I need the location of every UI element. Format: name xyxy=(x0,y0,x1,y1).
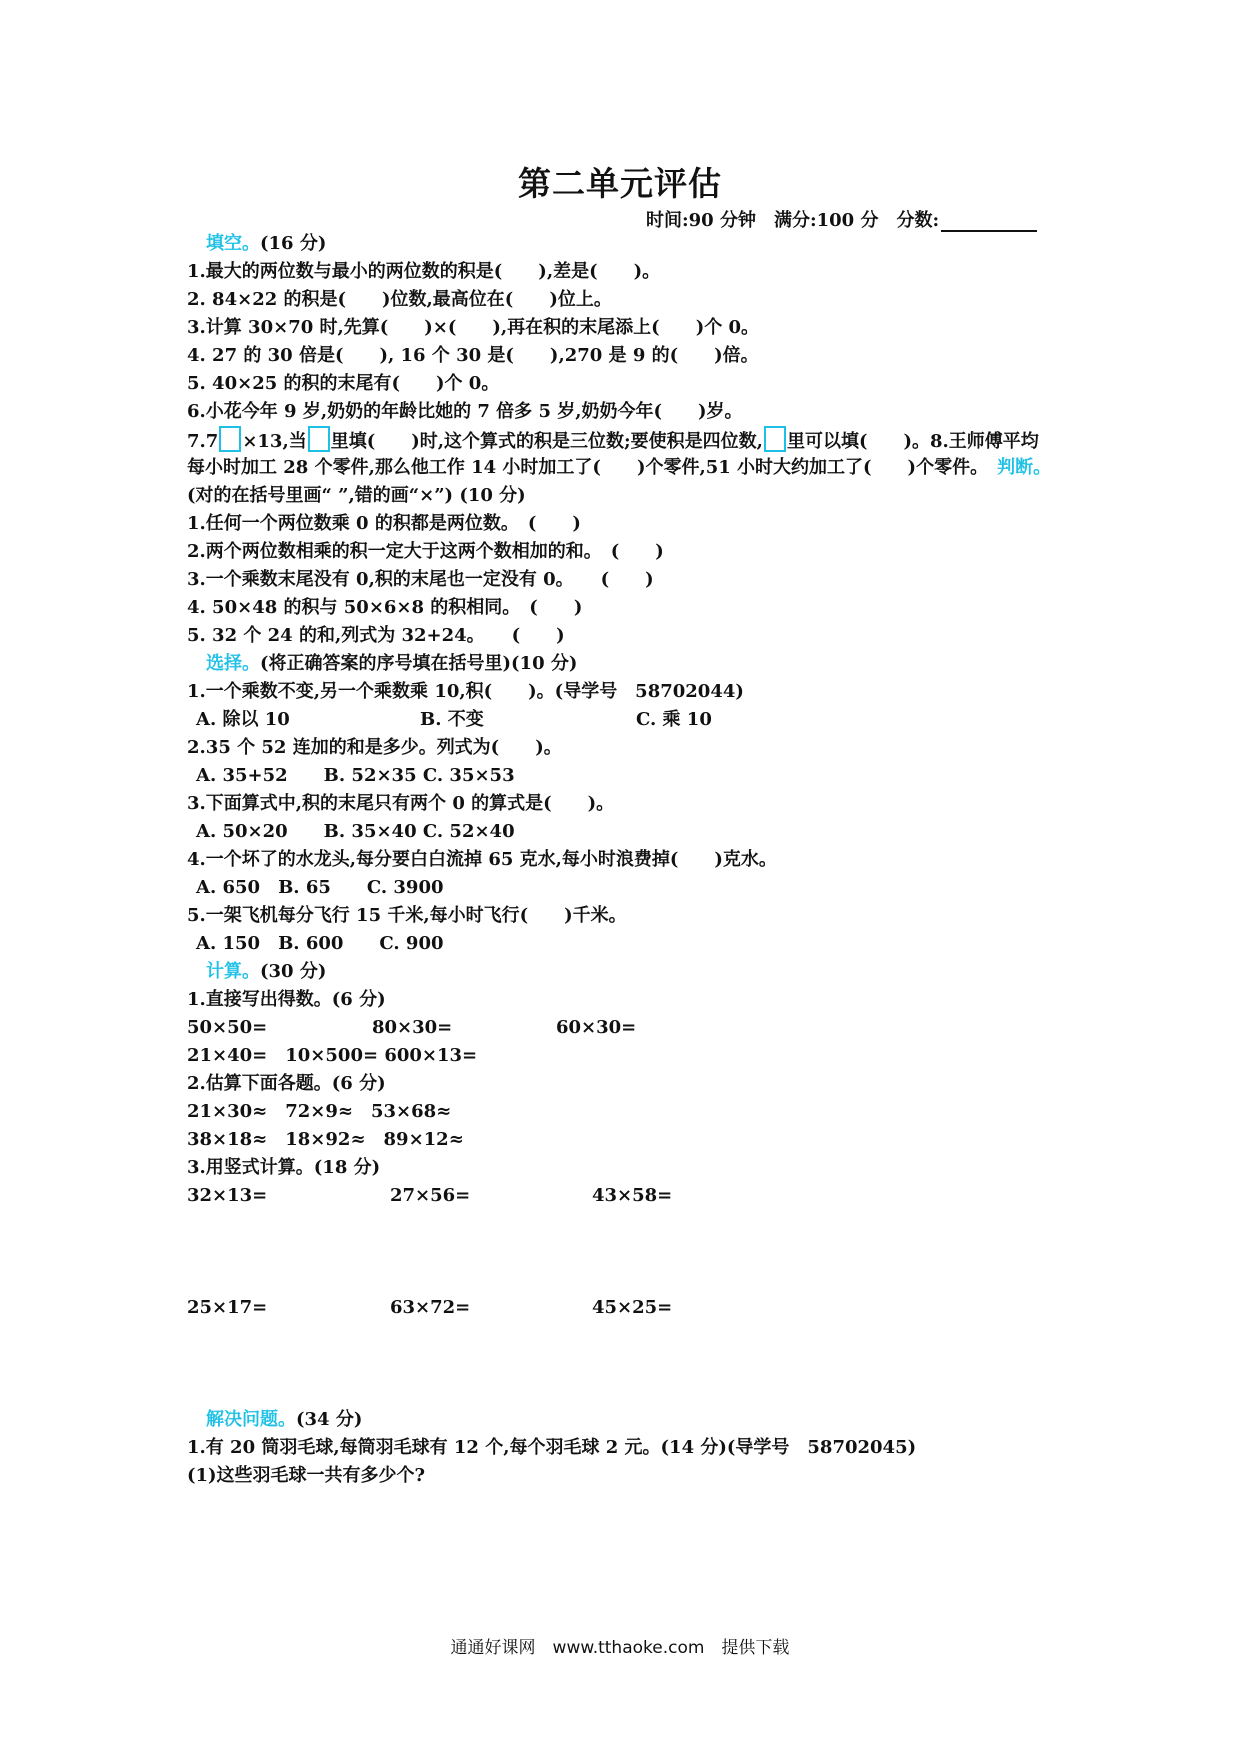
solve-q1-sub1: (1)这些羽毛球一共有多少个? xyxy=(187,1465,426,1486)
fill-q2: 2. 84×22 的积是( )位数,最高位在( )位上。 xyxy=(187,289,612,310)
calc-p1-r1-item: 80×30= xyxy=(372,1017,453,1038)
section-choice-rest: (将正确答案的序号填在括号里)(10 分) xyxy=(260,653,578,674)
section-fill-header xyxy=(206,230,326,258)
calc-p2-r2: 38×18≈ 18×92≈ 89×12≈ xyxy=(187,1129,464,1150)
section-fill-rest: (16 分) xyxy=(260,233,327,254)
fill-q4: 4. 27 的 30 倍是( ), 16 个 30 是( ),270 是 9 的( )倍。 xyxy=(187,345,759,366)
judge-q5: 5. 32 个 24 的和,列式为 32+24。 ( ) xyxy=(187,625,565,646)
section-judge-key: 判断。 xyxy=(997,457,1052,478)
section-choice-key: 选择。 xyxy=(206,653,260,674)
fill-q7 xyxy=(187,426,1039,456)
choice-q4: 4.一个坏了的水龙头,每分要白白流掉 65 克水,每小时浪费掉( )克水。 xyxy=(187,849,777,870)
fill-q7-part-b: ×13,当 xyxy=(242,431,307,452)
section-fill-key: 填空。 xyxy=(206,233,260,254)
fill-q6: 6.小花今年 9 岁,奶奶的年龄比她的 7 倍多 5 岁,奶奶今年( )岁。 xyxy=(187,401,743,422)
judge-q2: 2.两个两位数相乘的积一定大于这两个数相加的和。 ( ) xyxy=(187,541,664,562)
calc-p1-r2: 21×40= 10×500= 600×13= xyxy=(187,1045,478,1066)
section-solve-rest: (34 分) xyxy=(296,1409,363,1430)
fill-q5: 5. 40×25 的积的末尾有( )个 0。 xyxy=(187,373,500,394)
calc-p1-r1-item: 60×30= xyxy=(556,1017,637,1038)
section-calc-rest: (30 分) xyxy=(260,961,327,982)
choice-q5-options: A. 150 B. 600 C. 900 xyxy=(196,933,444,954)
choice-q1-option-c: C. 乘 10 xyxy=(636,709,712,730)
fill-q3: 3.计算 30×70 时,先算( )×( ),再在积的末尾添上( )个 0。 xyxy=(187,317,760,338)
blank-box xyxy=(219,426,241,452)
page-footer: 通通好课网 www.tthaoke.com 提供下载 xyxy=(450,1638,790,1658)
calc-part1-title: 1.直接写出得数。(6 分) xyxy=(187,989,386,1010)
section-solve-header xyxy=(206,1406,362,1434)
judge-q4: 4. 50×48 的积与 50×6×8 的积相同。 ( ) xyxy=(187,597,583,618)
choice-q3-options: A. 50×20 B. 35×40 C. 52×40 xyxy=(196,821,515,842)
calc-p3-r1-item: 27×56= xyxy=(390,1185,471,1206)
score-blank xyxy=(941,212,1037,232)
section-choice-header xyxy=(206,650,577,678)
exam-meta-text: 时间:90 分钟 满分:100 分 分数: xyxy=(646,210,940,231)
exam-meta xyxy=(646,206,1037,232)
choice-q3: 3.下面算式中,积的末尾只有两个 0 的算式是( )。 xyxy=(187,793,615,814)
choice-q1: 1.一个乘数不变,另一个乘数乘 10,积( )。(导学号 58702044) xyxy=(187,681,744,702)
calc-p3-r2-item: 45×25= xyxy=(592,1297,673,1318)
page-title: 第二单元评估 xyxy=(518,164,722,203)
blank-box xyxy=(308,426,330,452)
calc-part2-title: 2.估算下面各题。(6 分) xyxy=(187,1073,386,1094)
calc-p3-r1-item: 43×58= xyxy=(592,1185,673,1206)
blank-box xyxy=(764,426,786,452)
fill-q7-part-d: 里可以填( )。8.王师傅平均 xyxy=(786,431,1039,452)
section-solve-key: 解决问题。 xyxy=(206,1409,296,1430)
choice-q4-options: A. 650 B. 65 C. 3900 xyxy=(196,877,444,898)
calc-p1-r1-item: 50×50= xyxy=(187,1017,268,1038)
choice-q1-option-b: B. 不变 xyxy=(420,709,484,730)
choice-q5: 5.一架飞机每分飞行 15 千米,每小时飞行( )千米。 xyxy=(187,905,627,926)
fill-q8-text: 每小时加工 28 个零件,那么他工作 14 小时加工了( )个零件,51 小时大约加工了( )个零件。 xyxy=(187,457,980,478)
section-calc-key: 计算。 xyxy=(206,961,260,982)
fill-q7-part-a: 7.7 xyxy=(187,431,219,452)
calc-p3-r2-item: 63×72= xyxy=(390,1297,471,1318)
choice-q1-option-a: A. 除以 10 xyxy=(196,709,290,730)
calc-p3-r2-item: 25×17= xyxy=(187,1297,268,1318)
choice-q2-options: A. 35+52 B. 52×35 C. 35×53 xyxy=(196,765,515,786)
judge-q1: 1.任何一个两位数乘 0 的积都是两位数。 ( ) xyxy=(187,513,581,534)
fill-q1: 1.最大的两位数与最小的两位数的积是( ),差是( )。 xyxy=(187,261,661,282)
section-judge-rest: (对的在括号里画“ ”,错的画“×”) (10 分) xyxy=(187,485,526,506)
choice-q2: 2.35 个 52 连加的和是多少。列式为( )。 xyxy=(187,737,562,758)
section-calc-header xyxy=(206,958,326,986)
fill-q8 xyxy=(187,454,1051,482)
judge-q3: 3.一个乘数末尾没有 0,积的末尾也一定没有 0。 ( ) xyxy=(187,569,654,590)
fill-q7-part-c: 里填( )时,这个算式的积是三位数;要使积是四位数, xyxy=(330,431,763,452)
calc-p2-r1: 21×30≈ 72×9≈ 53×68≈ xyxy=(187,1101,452,1122)
calc-part3-title: 3.用竖式计算。(18 分) xyxy=(187,1157,381,1178)
calc-p3-r1-item: 32×13= xyxy=(187,1185,268,1206)
solve-q1: 1.有 20 筒羽毛球,每筒羽毛球有 12 个,每个羽毛球 2 元。(14 分)(导学号 58702045) xyxy=(187,1437,917,1458)
